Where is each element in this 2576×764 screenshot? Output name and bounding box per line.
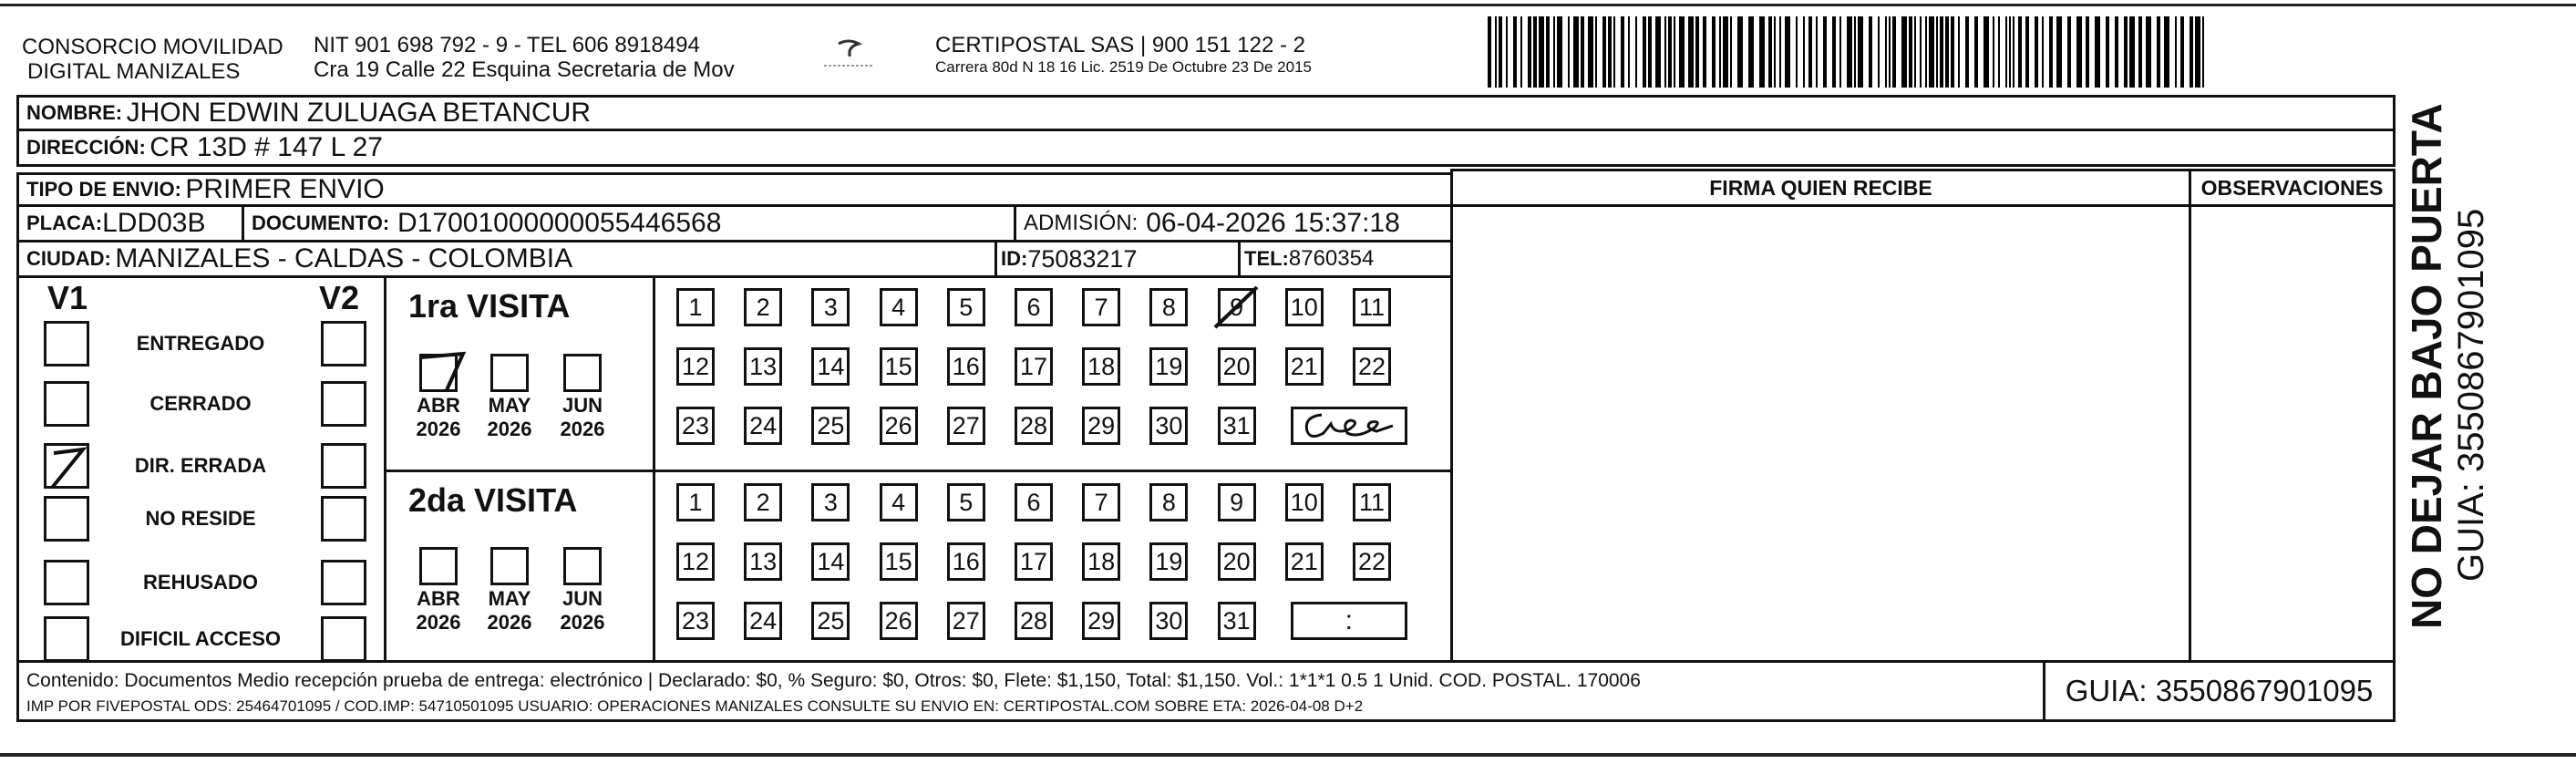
documento-label: DOCUMENTO: [252, 212, 390, 234]
barcode-bar [1528, 16, 1531, 88]
day-box[interactable]: 4 [880, 288, 918, 326]
barcode-bar [1869, 16, 1872, 88]
barcode-bar [1774, 16, 1776, 88]
barcode-bar [1737, 16, 1743, 88]
v1-checkbox[interactable] [44, 496, 89, 542]
barcode-bar [1748, 16, 1754, 88]
side-warning: NO DEJAR BAJO PUERTA [2403, 103, 2450, 629]
month-year: 2026 [487, 418, 532, 440]
barcode-bar [2005, 16, 2007, 88]
day-box[interactable]: 14 [811, 347, 850, 386]
row-ciudad [16, 240, 997, 278]
barcode-bar [1499, 16, 1502, 88]
barcode-bar [2106, 16, 2109, 88]
footer-imp: IMP POR FIVEPOSTAL ODS: 25464701095 / COD.IMP: 54710501095 USUARIO: OPERACIONES MANIZALES CONSULTE SU ENVIO EN: CERTIPOSTAL.COM SOBRE ETA: 2026-04-08 D+2 [26, 697, 1364, 715]
barcode-bar [1495, 16, 1497, 88]
barcode-bar [1785, 16, 1790, 88]
barcode-bar [2042, 16, 2044, 88]
barcode-bar [1993, 16, 1994, 88]
barcode-bar [2056, 16, 2062, 88]
barcode-bar [1803, 16, 1805, 88]
barcode-bar [1488, 16, 1491, 88]
company-info [314, 33, 735, 82]
footer-info [16, 660, 2045, 722]
barcode-bar [1719, 16, 1721, 88]
barcode-bar [1553, 16, 1555, 88]
day-box[interactable]: 15 [880, 542, 918, 581]
barcode-bar [2157, 16, 2160, 88]
month-label [478, 394, 541, 441]
barcode-bar [1920, 16, 1922, 88]
day-box[interactable]: 28 [1015, 602, 1053, 640]
day-box[interactable]: 21 [1285, 542, 1324, 581]
carrier-name: CERTIPOSTAL SAS | 900 151 122 - 2 [935, 33, 1305, 57]
month-label [407, 394, 470, 441]
month-year: 2026 [416, 418, 461, 440]
day-box[interactable]: 24 [744, 602, 782, 640]
barcode-bar [1832, 16, 1836, 88]
barcode-bar [1581, 16, 1584, 88]
barcode-bar [2190, 16, 2193, 88]
month-checkbox[interactable] [419, 354, 458, 392]
v2-checkbox[interactable] [321, 321, 366, 367]
barcode-bar [1679, 16, 1685, 88]
tel-value: 8760354 [1288, 246, 1375, 271]
day-box[interactable]: 16 [947, 347, 985, 386]
barcode-bar [1539, 16, 1544, 88]
row-tel [1238, 240, 1453, 278]
barcode-bar [1635, 16, 1637, 88]
v1-checkbox[interactable] [44, 616, 89, 662]
day-box[interactable]: 28 [1015, 407, 1053, 445]
day-box[interactable]: 9 [1218, 483, 1256, 521]
firma-header: FIRMA QUIEN RECIBE [1453, 171, 2189, 207]
barcode-bar [1613, 16, 1615, 88]
month-label [551, 394, 614, 441]
day-box[interactable]: 6 [1015, 483, 1053, 521]
time-box[interactable] [1291, 407, 1407, 445]
day-box[interactable]: 12 [676, 542, 715, 581]
day-box[interactable]: 3 [811, 288, 850, 326]
barcode-bar [2115, 16, 2118, 88]
barcode-bar [1730, 16, 1732, 88]
side-text [2403, 103, 2503, 629]
barcode-bar [1723, 16, 1728, 88]
tipo-label: TIPO DE ENVIO: [26, 178, 181, 201]
barcode-bar [1628, 16, 1630, 88]
month-year: 2026 [487, 611, 532, 634]
visit2-title: 2da VISITA [408, 481, 578, 519]
day-box[interactable]: 5 [947, 288, 985, 326]
carrier-address: Carrera 80d N 18 16 Lic. 2519 De Octubre 23 De 2015 [935, 58, 1312, 76]
top-edge [0, 4, 2576, 6]
status-label: DIR. ERRADA [134, 454, 267, 477]
barcode-bar [1643, 16, 1646, 88]
admision-value: 06-04-2026 15:37:18 [1146, 208, 1400, 238]
day-box[interactable]: 10 [1285, 288, 1324, 326]
barcode-bar [1513, 16, 1517, 88]
barcode-bar [1808, 16, 1812, 88]
v1-checkbox[interactable] [44, 560, 89, 605]
day-box[interactable]: 13 [744, 542, 782, 581]
month-checkbox[interactable] [419, 547, 458, 585]
barcode-bar [2146, 16, 2151, 88]
company-line2: DIGITAL MANIZALES [27, 59, 241, 84]
day-box[interactable]: 19 [1149, 542, 1188, 581]
day-box[interactable]: 26 [880, 407, 918, 445]
month-year: 2026 [416, 611, 461, 634]
barcode-bar [1965, 16, 1969, 88]
admision-label: ADMISIÓN: [1024, 211, 1139, 235]
month-name: JUN [562, 394, 603, 417]
bottom-edge [0, 753, 2576, 757]
observaciones-column [2189, 169, 2396, 663]
barcode-bar [2129, 16, 2135, 88]
direccion-label: DIRECCIÓN: [26, 136, 146, 159]
barcode-bar [1847, 16, 1852, 88]
footer-guia-text: GUIA: 3550867901095 [2065, 674, 2374, 707]
barcode-bar [2164, 16, 2169, 88]
barcode-bar [1588, 16, 1593, 88]
day-box[interactable]: 10 [1285, 483, 1324, 521]
barcode [1488, 16, 2213, 88]
barcode-bar [1608, 16, 1612, 88]
day-box[interactable]: 8 [1149, 288, 1188, 326]
barcode-bar [2138, 16, 2142, 88]
barcode-bar [2035, 16, 2038, 88]
direccion-value: CR 13D # 147 L 27 [149, 132, 383, 162]
tipo-value: PRIMER ENVIO [185, 174, 385, 204]
barcode-bar [1712, 16, 1716, 88]
month-name: ABR [417, 394, 460, 417]
day-box[interactable]: 16 [947, 542, 985, 581]
row-direccion [16, 129, 2396, 167]
day-box[interactable]: 20 [1218, 347, 1256, 386]
day-box[interactable]: 1 [676, 483, 715, 521]
v2-checkbox[interactable] [321, 560, 366, 605]
row-tipo [16, 172, 1453, 207]
visit1-title: 1ra VISITA [408, 287, 571, 325]
day-box[interactable]: 18 [1082, 542, 1120, 581]
visit-divider [653, 275, 655, 663]
day-box[interactable]: 25 [811, 407, 850, 445]
day-box[interactable]: 30 [1149, 602, 1188, 640]
barcode-bar [2124, 16, 2128, 88]
day-box[interactable]: 29 [1082, 602, 1120, 640]
day-box[interactable]: 30 [1149, 407, 1188, 445]
day-box[interactable]: 2 [744, 483, 782, 521]
status-label: NO RESIDE [145, 507, 256, 530]
barcode-bar [1909, 16, 1912, 88]
barcode-bar [1520, 16, 1522, 88]
barcode-bar [1506, 16, 1508, 88]
time-signature-mark [1294, 408, 1404, 444]
row-placa [16, 204, 244, 243]
barcode-bar [1925, 16, 1927, 88]
carrier-info [935, 33, 1312, 77]
barcode-bar [2086, 16, 2089, 88]
barcode-bar [1984, 16, 1989, 88]
documento-value: D17001000000055446568 [397, 208, 722, 238]
company-name [22, 35, 283, 84]
ciudad-label: CIUDAD: [26, 247, 111, 270]
day-box[interactable]: 20 [1218, 542, 1256, 581]
barcode-bar [1674, 16, 1675, 88]
day-box[interactable]: 21 [1285, 347, 1324, 386]
day-box[interactable]: 5 [947, 483, 985, 521]
barcode-bar [1940, 16, 1943, 88]
nombre-value: JHON EDWIN ZULUAGA BETANCUR [126, 98, 592, 128]
day-box[interactable]: 19 [1149, 347, 1188, 386]
day-box[interactable]: 17 [1015, 542, 1053, 581]
company-line1: CONSORCIO MOVILIDAD [22, 35, 283, 59]
v1-checkbox[interactable] [44, 321, 89, 367]
id-value: 75083217 [1027, 244, 1138, 273]
month-name: MAY [488, 587, 531, 610]
barcode-bar [1595, 16, 1597, 88]
day-box[interactable]: 18 [1082, 347, 1120, 386]
v2-label: V2 [319, 279, 360, 316]
day-box[interactable]: 31 [1218, 407, 1256, 445]
barcode-bar [1664, 16, 1666, 88]
barcode-bar [1929, 16, 1934, 88]
barcode-bar [2180, 16, 2184, 88]
day-box[interactable]: 24 [744, 407, 782, 445]
month-checkbox[interactable] [563, 354, 602, 392]
ciudad-value: MANIZALES - CALDAS - COLOMBIA [115, 243, 573, 274]
day-box[interactable]: 7 [1082, 288, 1120, 326]
barcode-bar [1945, 16, 1949, 88]
day-box[interactable]: 11 [1353, 483, 1391, 521]
barcode-bar [1602, 16, 1606, 88]
barcode-bar [1974, 16, 1978, 88]
placa-label: PLACA: [26, 212, 103, 234]
barcode-bar [1568, 16, 1570, 88]
barcode-bar [1901, 16, 1907, 88]
day-box[interactable]: 1 [676, 288, 715, 326]
month-label [478, 587, 541, 635]
v2-checkbox[interactable] [321, 616, 366, 662]
row-nombre [16, 95, 2396, 131]
month-checkbox[interactable] [490, 354, 529, 392]
nombre-label: NOMBRE: [26, 101, 123, 124]
day-box[interactable]: 6 [1015, 288, 1053, 326]
barcode-bar [1858, 16, 1863, 88]
barcode-bar [1889, 16, 1891, 88]
day-box[interactable]: 29 [1082, 407, 1120, 445]
barcode-bar [1839, 16, 1841, 88]
day-box[interactable]: 22 [1353, 542, 1391, 581]
day-box[interactable]: 23 [676, 407, 715, 445]
barcode-bar [2175, 16, 2177, 88]
barcode-bar [1768, 16, 1772, 88]
barcode-bar [1854, 16, 1856, 88]
day-box[interactable]: 12 [676, 347, 715, 386]
tel-label: TEL: [1244, 247, 1289, 270]
barcode-bar [2013, 16, 2014, 88]
barcode-bar [1878, 16, 1880, 88]
nit-text: NIT 901 698 792 - 9 - TEL 606 8918494 [314, 33, 700, 57]
barcode-bar [1703, 16, 1706, 88]
barcode-bar [2067, 16, 2071, 88]
day-box[interactable]: 9 [1218, 288, 1256, 326]
placa-value: LDD03B [102, 208, 206, 238]
side-guia: GUIA: 3550867901095 [2451, 208, 2491, 582]
barcode-bar [2025, 16, 2029, 88]
barcode-bar [1958, 16, 1960, 88]
barcode-bar [1936, 16, 1938, 88]
day-box[interactable]: 8 [1149, 483, 1188, 521]
barcode-bar [1951, 16, 1954, 88]
barcode-bar [2202, 16, 2204, 88]
barcode-bar [1885, 16, 1887, 88]
month-year: 2026 [560, 418, 605, 440]
carrier-logo-icon [817, 36, 881, 73]
barcode-bar [2009, 16, 2011, 88]
barcode-bar [1892, 16, 1896, 88]
day-box[interactable]: 27 [947, 407, 985, 445]
barcode-bar [1668, 16, 1672, 88]
month-checkbox[interactable] [563, 547, 602, 585]
barcode-bar [1998, 16, 2000, 88]
status-label: DIFICIL ACCESO [119, 627, 281, 650]
day-box[interactable]: 4 [880, 483, 918, 521]
row-documento [242, 204, 1016, 243]
day-box[interactable]: 31 [1218, 602, 1256, 640]
firma-column [1450, 169, 2191, 663]
day-box[interactable]: 11 [1353, 288, 1391, 326]
barcode-bar [1546, 16, 1550, 88]
month-name: MAY [488, 394, 531, 417]
barcode-bar [1779, 16, 1781, 88]
id-label: ID: [1001, 247, 1028, 270]
v1-label: V1 [47, 279, 88, 316]
barcode-bar [1759, 16, 1765, 88]
barcode-bar [1648, 16, 1652, 88]
barcode-bar [1823, 16, 1827, 88]
month-year: 2026 [560, 611, 605, 634]
barcode-bar [2049, 16, 2053, 88]
day-box[interactable]: 26 [880, 602, 918, 640]
barcode-bar [1655, 16, 1661, 88]
day-box[interactable]: 2 [744, 288, 782, 326]
v2-checkbox[interactable] [321, 496, 366, 542]
time-box[interactable]: : [1291, 602, 1407, 640]
day-box[interactable]: 17 [1015, 347, 1053, 386]
month-label [407, 587, 470, 635]
month-label [551, 587, 614, 635]
barcode-bar [1695, 16, 1699, 88]
barcode-bar [1914, 16, 1916, 88]
barcode-bar [1816, 16, 1818, 88]
row-admision [1014, 204, 1453, 243]
barcode-bar [1557, 16, 1562, 88]
status-label: ENTREGADO [136, 332, 265, 355]
day-box[interactable]: 3 [811, 483, 850, 521]
day-box[interactable]: 7 [1082, 483, 1120, 521]
day-box[interactable]: 27 [947, 602, 985, 640]
day-box[interactable]: 13 [744, 347, 782, 386]
day-box[interactable]: 22 [1353, 347, 1391, 386]
observaciones-header: OBSERVACIONES [2191, 171, 2393, 207]
footer-guia [2043, 660, 2396, 722]
row-id [994, 240, 1241, 278]
day-box[interactable]: 23 [676, 602, 715, 640]
day-box[interactable]: 14 [811, 542, 850, 581]
barcode-bar [1621, 16, 1624, 88]
barcode-bar [2076, 16, 2082, 88]
day-box[interactable]: 25 [811, 602, 850, 640]
barcode-bar [1533, 16, 1537, 88]
v2-checkbox[interactable] [321, 381, 366, 427]
month-name: ABR [417, 587, 460, 610]
v1-checkbox[interactable] [44, 381, 89, 427]
barcode-bar [1688, 16, 1694, 88]
month-checkbox[interactable] [490, 547, 529, 585]
footer-contenido: Contenido: Documentos Medio recepción prueba de entrega: electrónico | Declarado: $0, % Seguro: $0, Otros: $0, Flete: $1,150, Total: $1,150. Vol.: 1*1*1 0.5 1 Unid. COD. POSTAL. 170006 [26, 670, 1641, 691]
month-name: JUN [562, 587, 603, 610]
day-mark [1211, 285, 1266, 331]
day-box[interactable]: 15 [880, 347, 918, 386]
barcode-bar [2018, 16, 2022, 88]
status-label: CERRADO [149, 392, 252, 415]
barcode-bar [1573, 16, 1579, 88]
barcode-bar [2195, 16, 2200, 88]
v1-checkbox[interactable] [44, 443, 89, 489]
v2-checkbox[interactable] [321, 443, 366, 489]
barcode-bar [1796, 16, 1798, 88]
status-label: REHUSADO [143, 571, 258, 594]
barcode-bar [2095, 16, 2100, 88]
address-text: Cra 19 Calle 22 Esquina Secretaria de Mov [314, 57, 735, 82]
